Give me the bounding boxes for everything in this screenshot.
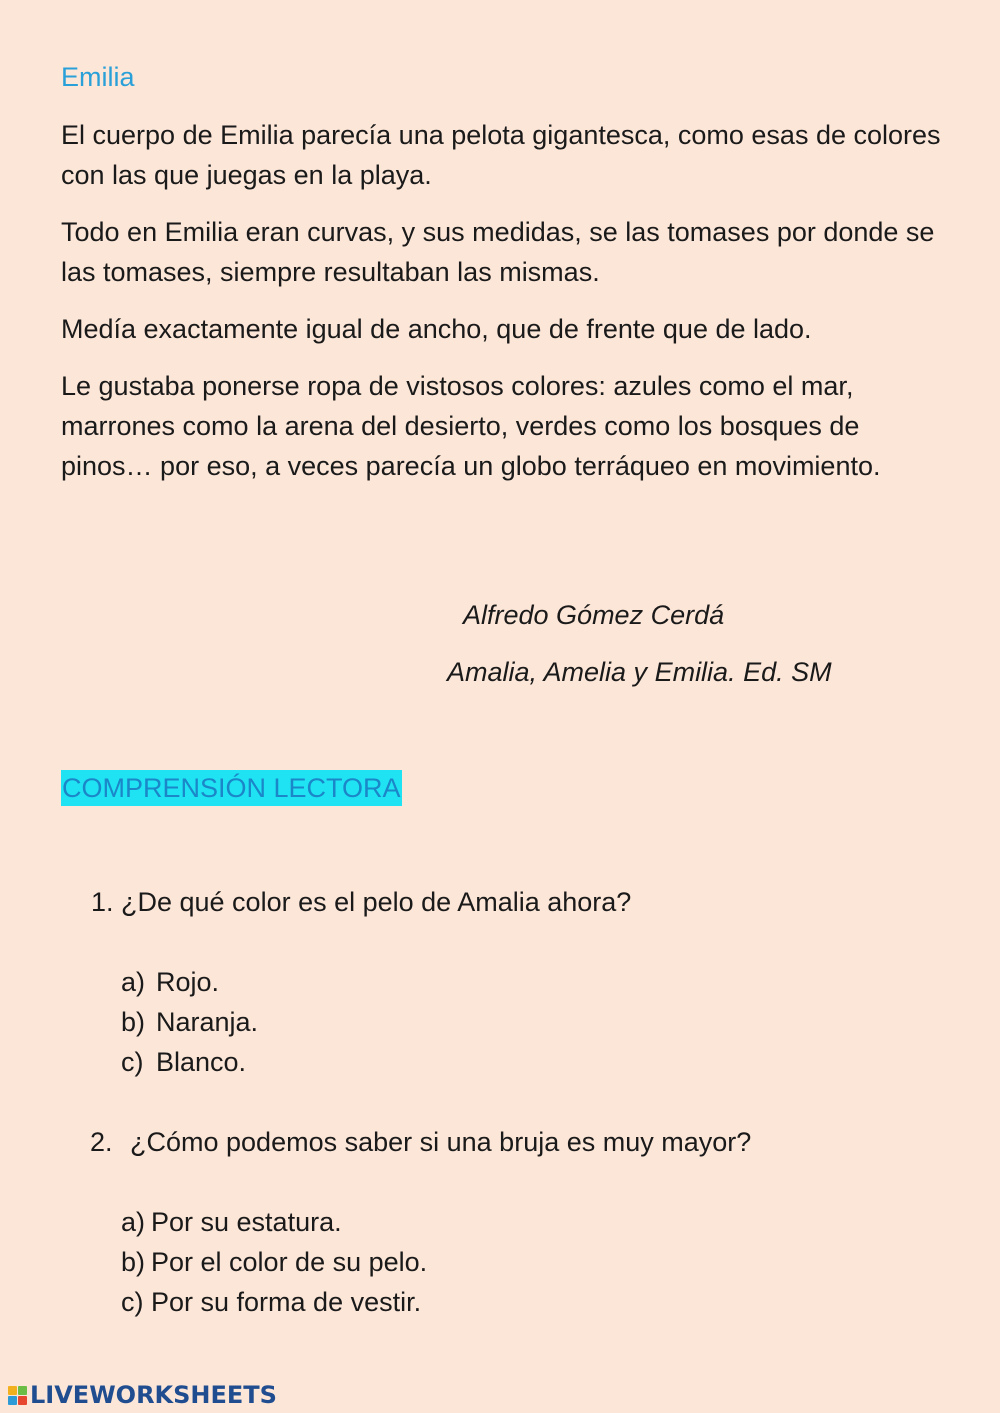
liveworksheets-logo-icon xyxy=(8,1386,27,1405)
story-paragraph: Medía exactamente igual de ancho, que de frente que de lado. xyxy=(61,314,812,344)
story-author: Alfredo Gómez Cerdá xyxy=(463,600,725,630)
question-1 xyxy=(91,882,631,922)
story-paragraph: El cuerpo de Emilia parecía una pelota gigantesca, como esas de colores con las que juegas en la playa. xyxy=(61,120,941,190)
option-letter: c) xyxy=(121,1287,144,1317)
question-text: ¿Cómo podemos saber si una bruja es muy mayor? xyxy=(130,1127,752,1157)
option-text: Blanco. xyxy=(156,1047,247,1077)
option-letter: a) xyxy=(121,967,146,997)
logo-text: LIVEWORKSHEETS xyxy=(30,1381,277,1409)
answer-option[interactable] xyxy=(121,1202,427,1242)
story-text xyxy=(61,115,941,503)
story-book-source: Amalia, Amelia y Emilia. Ed. SM xyxy=(447,657,832,687)
option-letter: a) xyxy=(121,1207,146,1237)
question-number: 1. xyxy=(91,887,114,917)
option-letter: b) xyxy=(121,1007,146,1037)
option-text: Por su estatura. xyxy=(151,1207,342,1237)
question-2 xyxy=(90,1122,751,1162)
story-paragraph: Le gustaba ponerse ropa de vistosos colores: azules como el mar, marrones como la arena del desierto, verdes como los bosques de pinos… por eso, a veces parecía un globo terráqueo en movimiento. xyxy=(61,371,881,481)
option-letter: c) xyxy=(121,1047,144,1077)
answer-option[interactable] xyxy=(121,1042,258,1082)
question-2-options xyxy=(121,1202,427,1322)
question-1-options xyxy=(121,962,258,1082)
question-text: ¿De qué color es el pelo de Amalia ahora? xyxy=(121,887,632,917)
answer-option[interactable] xyxy=(121,962,258,1002)
answer-option[interactable] xyxy=(121,1242,427,1282)
comprehension-heading: COMPRENSIÓN LECTORA xyxy=(61,770,402,806)
answer-option[interactable] xyxy=(121,1002,258,1042)
option-text: Por su forma de vestir. xyxy=(151,1287,422,1317)
option-text: Naranja. xyxy=(156,1007,259,1037)
option-text: Rojo. xyxy=(156,967,220,997)
answer-option[interactable] xyxy=(121,1282,427,1322)
question-number: 2. xyxy=(90,1127,113,1157)
liveworksheets-logo[interactable] xyxy=(8,1382,277,1408)
option-letter: b) xyxy=(121,1247,146,1277)
story-title: Emilia xyxy=(61,62,135,92)
option-text: Por el color de su pelo. xyxy=(151,1247,428,1277)
story-paragraph: Todo en Emilia eran curvas, y sus medidas, se las tomases por donde se las tomases, siempre resultaban las mismas. xyxy=(61,217,935,287)
